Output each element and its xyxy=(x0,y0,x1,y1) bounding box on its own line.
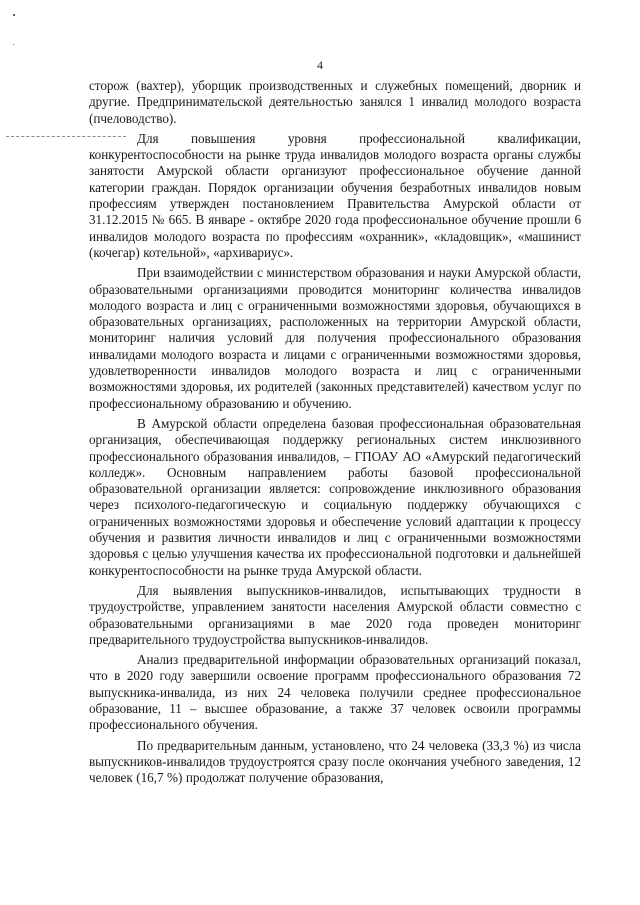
page-number: 4 xyxy=(317,58,323,72)
paragraph: сторож (вахтер), уборщик производственных и служебных помещений, дворник и другие. Предпринимательской деятельностью занялся 1 инвалид молодого возраста (пчеловодство). xyxy=(89,78,581,126)
paragraph: По предварительным данным, установлено, что 24 человека (33,3 %) из числа выпускников-инвалидов трудоустроятся сразу после окончания учебного заведения, 12 человек (16,7 %) продолжат получение образования, xyxy=(89,737,581,786)
paragraph: В Амурской области определена базовая профессиональная образовательная организация, обеспечивающая поддержку региональных систем инклюзивного профессионального образования инвалидов, – ГПОАУ АО «Амурский педагогический колледж». Основным направлением работы базовой профессиональной образовательной организации является: сопровождение инклюзивного образования через психолого-педагогическую и социальную поддержку обучающихся с ограниченных возможностями здоровья и обеспечение условий адаптации к процессу обучения и развития личности инвалидов и лиц с ограниченными возможностями здоровья с целью улучшения качества их профессиональной подготовки и дальнейшей конкурентоспособности на рынке труда Амурской области. xyxy=(89,415,581,578)
document-body xyxy=(89,78,581,786)
paragraph: При взаимодействии с министерством образования и науки Амурской области, образовательными организациями проводится мониторинг количества инвалидов молодого возраста и лиц с ограниченными возможностями здоровья, обучающихся в образовательных организациях, расположенных на территории Амурской области, мониторинг наличия условий для получения профессионального образования инвалидами молодого возраста и лицами с ограниченными возможностями здоровья, удовлетворенности инвалидов молодого возраста и лиц с ограниченными возможностями здоровья, их родителей (законных представителей) качеством услуг по профессиональному образованию и обучению. xyxy=(89,265,581,411)
paragraph: Анализ предварительной информации образовательных организаций показал, что в 2020 году завершили освоение программ профессионального образования 72 выпускника-инвалида, из них 24 человека получили среднее профессиональное образование, 11 – высшее образование, а также 37 человек освоили программы профессионального обучения. xyxy=(89,652,581,733)
paragraph: Для выявления выпускников-инвалидов, испытывающих трудности в трудоустройстве, управлением занятости населения Амурской области совместно с образовательными организациями в мае 2020 года проведен мониторинг предварительного трудоустройства выпускников-инвалидов. xyxy=(89,582,581,647)
scan-artifact-dot xyxy=(13,14,15,16)
scan-artifact-dot xyxy=(13,44,14,45)
paragraph: Для повышения уровня профессиональной квалификации, конкурентоспособности на рынке труда инвалидов молодого возраста органы службы занятости Амурской области организуют профессиональное обучение данной категории граждан. Порядок организации обучения безработных инвалидов новым профессиям утвержден постановлением Правительства Амурской области от 31.12.2015 № 665. В январе - октябре 2020 года профессиональное обучение прошли 6 инвалидов молодого возраста по профессиям «охранник», «кладовщик», «машинист (кочегар) котельной», «архивариус». xyxy=(89,130,581,260)
